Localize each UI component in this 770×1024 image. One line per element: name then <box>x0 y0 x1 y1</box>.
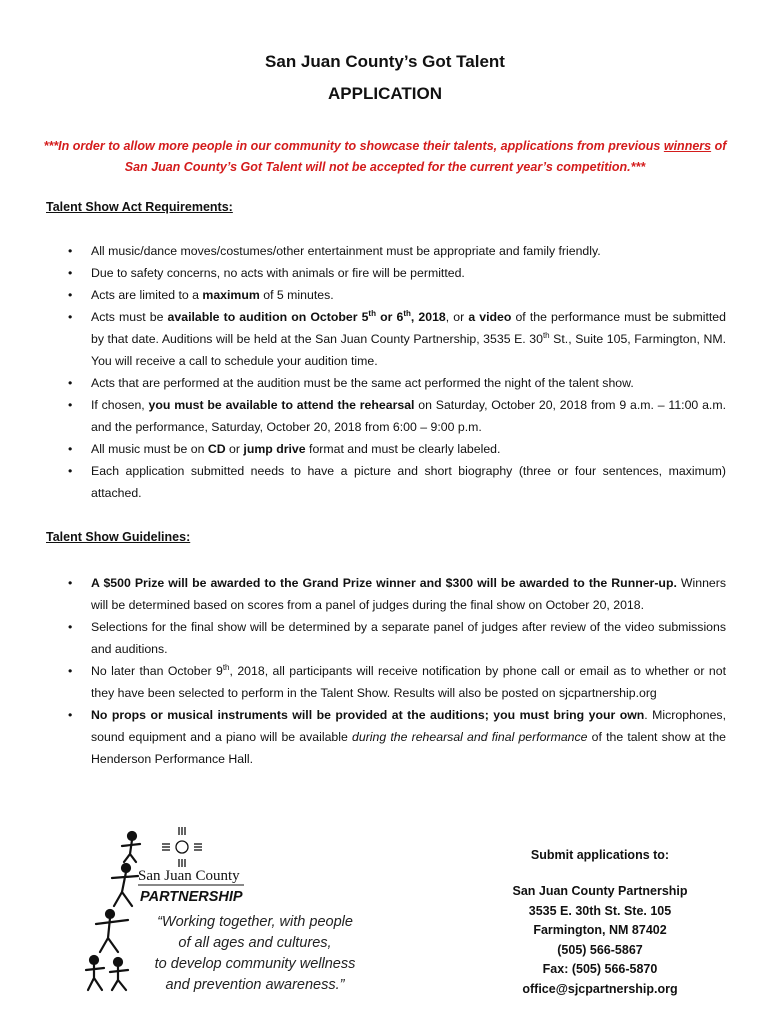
list-item <box>66 704 726 770</box>
item-text: of the talent show at the Henderson Performance Hall. <box>91 730 727 766</box>
item-text: Winners will be determined based on scores from a panel of judges during the final show on October 20, 2018. <box>91 576 726 612</box>
notice-part-2: of San Juan County’s Got Talent will not be accepted for the current year’s competition.*** <box>124 139 727 174</box>
zia-sun-symbol-icon <box>162 827 202 867</box>
item-text: Acts must be <box>91 310 168 324</box>
logo-line-1: San Juan County <box>138 868 240 884</box>
submit-org: San Juan County Partnership <box>512 884 688 898</box>
tagline-line: and prevention awareness.” <box>165 977 345 993</box>
list-item <box>66 572 726 616</box>
item-text: format and must be clearly labeled. <box>305 442 501 456</box>
logo-line-2: PARTNERSHIP <box>140 889 243 905</box>
item-text: Acts that are performed at the audition must be the same act performed the night of the talent show. <box>91 376 634 390</box>
item-bold <box>168 310 446 324</box>
title-line-1: San Juan County’s Got Talent <box>265 52 505 71</box>
item-text: Selections for the final show will be determined by a separate panel of judges after review of the video submissions and auditions. <box>91 620 726 656</box>
guidelines-heading: Talent Show Guidelines: <box>46 530 191 544</box>
item-text: Each application submitted needs to have a picture and short biography (three or four sentences, maximum) attached. <box>91 464 726 500</box>
list-item <box>66 438 726 460</box>
superscript: th <box>542 330 550 340</box>
item-bold: A $500 Prize will be awarded to the Grand Prize winner and $300 will be awarded to the Runner-up. <box>91 576 677 590</box>
submit-fax: Fax: (505) 566-5870 <box>542 962 658 976</box>
submit-heading: Submit applications to: <box>530 848 670 862</box>
item-bold: maximum <box>202 288 260 302</box>
notice-part-1: ***In order to allow more people in our community to showcase their talents, applications from previous <box>43 139 664 153</box>
requirements-heading: Talent Show Act Requirements: <box>46 200 233 214</box>
notice-underlined: winners <box>663 139 712 153</box>
list-item <box>66 306 726 372</box>
item-text: , or <box>445 310 469 324</box>
item-bold-text: or 6 <box>375 310 404 324</box>
submit-street: 3535 E. 30th St. Ste. 105 <box>528 903 672 918</box>
tagline-line: to develop community wellness <box>154 956 356 972</box>
list-item <box>66 372 726 394</box>
item-bold: CD <box>207 442 226 456</box>
list-item <box>66 394 726 438</box>
list-item <box>66 262 726 284</box>
item-text: . Microphones, sound equipment and a piano will be available <box>91 708 726 744</box>
submit-address-block <box>480 882 720 999</box>
superscript: th <box>403 308 411 318</box>
item-text: on Saturday, October 20, 2018 from 9 a.m. – 11:00 a.m. and the performance, Saturday, October 20, 2018 from 6:00 – 9:00 p.m. <box>91 398 726 434</box>
item-bold-text: available to audition on October 5 <box>167 310 369 324</box>
guidelines-list <box>66 572 726 770</box>
item-text: of 5 minutes. <box>259 288 334 302</box>
item-bold: No props or musical instruments will be provided at the auditions; you must bring your own <box>91 708 645 722</box>
item-text: If chosen, <box>91 398 149 412</box>
superscript: th <box>222 662 230 672</box>
superscript: th <box>368 308 376 318</box>
item-bold: you must be available to attend the rehearsal <box>148 398 415 412</box>
item-italic: during the rehearsal and final performance <box>352 730 588 744</box>
item-text: Acts are limited to a <box>91 288 203 302</box>
logo-tagline <box>130 912 380 996</box>
item-bold: a video <box>468 310 512 324</box>
list-item <box>66 284 726 306</box>
item-text: of the performance must be submitted by that date. Auditions will be held at the San Juan County Partnership, 3535 E. 30 <box>91 310 726 346</box>
submit-city: Farmington, NM 87402 <box>533 923 667 937</box>
list-item <box>66 660 726 704</box>
item-text: All music must be on <box>91 442 208 456</box>
submit-email: office@sjcpartnership.org <box>522 981 678 996</box>
item-bold-text: , 2018 <box>410 310 446 324</box>
tagline-line: of all ages and cultures, <box>178 935 332 951</box>
item-text: or <box>225 442 244 456</box>
list-item <box>66 240 726 262</box>
list-item <box>66 460 726 504</box>
item-text: No later than October 9 <box>91 664 223 678</box>
item-text: All music/dance moves/costumes/other entertainment must be appropriate and family friendly. <box>91 244 601 258</box>
list-item <box>66 616 726 660</box>
item-text: Due to safety concerns, no acts with animals or fire will be permitted. <box>91 266 465 280</box>
item-text: , 2018, all participants will receive notification by phone call or email as to whether or not they have been selected to perform in the Talent Show. Results will also be posted on sjcpartnership.org <box>91 664 727 700</box>
item-bold: jump drive <box>243 442 306 456</box>
submit-phone: (505) 566-5867 <box>557 942 643 957</box>
requirements-list <box>66 240 726 504</box>
tagline-line: “Working together, with people <box>157 914 353 930</box>
eligibility-notice <box>40 136 730 178</box>
title-line-2: APPLICATION <box>328 84 442 103</box>
item-text: St., Suite 105, Farmington, NM. You will receive a call to schedule your audition time. <box>91 332 726 368</box>
